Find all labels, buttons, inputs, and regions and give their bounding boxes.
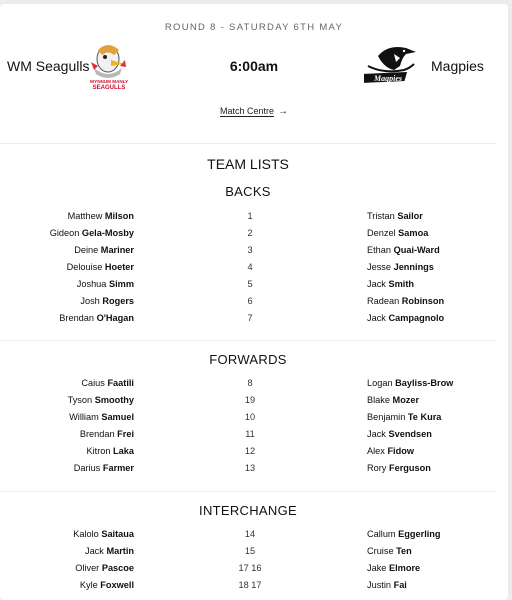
away-team-name[interactable]: Magpies: [431, 58, 484, 74]
player-row: [0, 245, 508, 262]
home-player[interactable]: [81, 378, 134, 388]
away-player-last-name: Ferguson: [388, 463, 431, 473]
away-player[interactable]: [367, 429, 432, 439]
home-player[interactable]: [80, 296, 134, 306]
away-player-last-name: Campagnolo: [388, 313, 445, 323]
away-player-first-name: Rory: [367, 463, 387, 473]
player-row: [0, 378, 508, 395]
home-player[interactable]: [68, 211, 134, 221]
home-player-last-name: Rogers: [102, 296, 134, 306]
home-player-last-name: O'Hagan: [96, 313, 134, 323]
away-player-first-name: Callum: [367, 529, 396, 539]
home-player-first-name: Gideon: [49, 228, 80, 238]
player-row: [0, 395, 508, 412]
jersey-number: 14: [244, 529, 256, 539]
section-title: BACKS: [225, 184, 271, 199]
home-player[interactable]: [68, 395, 134, 405]
home-player[interactable]: [59, 313, 134, 323]
away-player-first-name: Jake: [367, 563, 387, 573]
home-player-first-name: Joshua: [76, 279, 107, 289]
home-player-first-name: Kitron: [86, 446, 111, 456]
away-player-first-name: Ethan: [367, 245, 392, 255]
jersey-number: 2: [247, 228, 253, 238]
home-player[interactable]: [77, 279, 134, 289]
seagulls-logo-text-bottom: SEAGULLS: [92, 85, 126, 90]
home-player[interactable]: [86, 446, 134, 456]
away-player-last-name: Bayliss-Brow: [395, 378, 454, 388]
jersey-number: 11: [245, 429, 255, 439]
home-player-first-name: Darius: [73, 463, 101, 473]
home-player-first-name: Jack: [84, 546, 104, 556]
away-player[interactable]: [367, 446, 414, 456]
away-player[interactable]: [367, 279, 414, 289]
team-lists-title: TEAM LISTS: [207, 156, 289, 172]
home-player-last-name: Hoeter: [104, 262, 134, 272]
away-player-last-name: Svendsen: [388, 429, 432, 439]
home-player-last-name: Foxwell: [100, 580, 134, 590]
jersey-number: 17 16: [238, 563, 262, 573]
jersey-number: 18 17: [238, 580, 262, 590]
home-player-first-name: Tyson: [67, 395, 93, 405]
away-player-first-name: Benjamin: [367, 412, 406, 422]
away-player-last-name: Eggerling: [398, 529, 441, 539]
home-player-last-name: Faatili: [107, 378, 134, 388]
away-player-last-name: Fidow: [387, 446, 414, 456]
away-player[interactable]: [367, 313, 444, 323]
jersey-number: 3: [247, 245, 253, 255]
home-player-last-name: Simm: [108, 279, 134, 289]
section-title: INTERCHANGE: [199, 503, 297, 518]
away-player-last-name: Fai: [393, 580, 407, 590]
player-row: [0, 446, 508, 463]
away-player[interactable]: [367, 378, 453, 388]
home-player-first-name: Brendan: [59, 313, 95, 323]
home-player[interactable]: [67, 262, 134, 272]
away-player[interactable]: [367, 580, 407, 590]
home-player[interactable]: [80, 580, 134, 590]
away-player-first-name: Radean: [367, 296, 400, 306]
jersey-number: 4: [247, 262, 253, 272]
magpies-logo-icon[interactable]: [364, 44, 418, 86]
match-centre-link[interactable]: [0, 106, 508, 117]
away-player[interactable]: [367, 412, 441, 422]
player-row: [0, 529, 508, 546]
home-player[interactable]: [74, 245, 134, 255]
jersey-number: 8: [247, 378, 253, 388]
away-player-first-name: Jack: [367, 279, 386, 289]
home-player[interactable]: [50, 228, 134, 238]
away-player[interactable]: [367, 228, 428, 238]
arrow-right-icon: →: [278, 106, 289, 117]
home-player-first-name: Oliver: [75, 563, 100, 573]
jersey-number: 1: [247, 211, 253, 221]
home-player-last-name: Laka: [113, 446, 134, 456]
home-player[interactable]: [74, 463, 134, 473]
home-player-last-name: Saitaua: [101, 529, 134, 539]
home-player-last-name: Smoothy: [94, 395, 134, 405]
away-player[interactable]: [367, 395, 419, 405]
away-player-first-name: Logan: [367, 378, 393, 388]
player-row: [0, 211, 508, 228]
home-player-last-name: Martin: [106, 546, 134, 556]
away-player[interactable]: [367, 529, 441, 539]
player-row: [0, 580, 508, 597]
home-player-last-name: Samuel: [101, 412, 134, 422]
home-player-first-name: Matthew: [67, 211, 103, 221]
home-player-last-name: Mariner: [100, 245, 134, 255]
away-player-last-name: Samoa: [398, 228, 429, 238]
jersey-number: 15: [244, 546, 256, 556]
player-row: [0, 563, 508, 580]
home-player-last-name: Milson: [104, 211, 134, 221]
home-player[interactable]: [69, 412, 134, 422]
away-player[interactable]: [367, 245, 440, 255]
home-player-first-name: Deine: [74, 245, 99, 255]
kickoff-time: 6:00am: [229, 58, 279, 74]
player-row: [0, 313, 508, 330]
home-player-first-name: Kyle: [79, 580, 98, 590]
jersey-number: 13: [244, 463, 256, 473]
jersey-number: 6: [247, 296, 253, 306]
magpies-logo-text: Magpies: [374, 74, 402, 83]
away-player-first-name: Justin: [367, 580, 392, 590]
away-player-last-name: Ten: [396, 546, 412, 556]
home-player-first-name: Delouise: [66, 262, 103, 272]
away-player-first-name: Alex: [367, 446, 385, 456]
player-row: [0, 262, 508, 279]
away-player[interactable]: [367, 262, 434, 272]
away-player-first-name: Cruise: [367, 546, 394, 556]
divider: [0, 340, 496, 341]
away-player-last-name: Jennings: [393, 262, 434, 272]
home-player-first-name: Kalolo: [73, 529, 99, 539]
player-row: [0, 429, 508, 446]
section-title: FORWARDS: [209, 352, 287, 367]
away-player[interactable]: [367, 546, 412, 556]
player-row: [0, 296, 508, 313]
away-player[interactable]: [367, 563, 420, 573]
divider: [0, 491, 496, 492]
seagulls-logo-text-top: WYNNUM MANLY: [89, 79, 129, 84]
away-player-first-name: Jack: [367, 313, 386, 323]
away-player-first-name: Tristan: [367, 211, 395, 221]
jersey-number: 10: [244, 412, 256, 422]
match-centre-label[interactable]: Match Centre: [219, 106, 275, 116]
home-player-last-name: Gela-Mosby: [81, 228, 134, 238]
away-player[interactable]: [367, 211, 423, 221]
player-row: [0, 463, 508, 480]
round-info: ROUND 8 - SATURDAY 6TH MAY: [164, 22, 344, 33]
away-player-last-name: Robinson: [401, 296, 445, 306]
home-player[interactable]: [85, 546, 134, 556]
away-player-last-name: Quai-Ward: [393, 245, 440, 255]
away-player-first-name: Jack: [367, 429, 386, 439]
divider: [0, 143, 496, 144]
player-row: [0, 412, 508, 429]
home-player[interactable]: [80, 429, 134, 439]
jersey-number: 19: [244, 395, 256, 405]
home-player-last-name: Pascoe: [101, 563, 134, 573]
home-team-name[interactable]: WM Seagulls: [7, 58, 90, 74]
match-card: [0, 4, 508, 600]
away-player-last-name: Elmore: [388, 563, 421, 573]
away-player-last-name: Te Kura: [407, 412, 442, 422]
player-row: [0, 279, 508, 296]
home-player-last-name: Farmer: [102, 463, 134, 473]
away-player[interactable]: [367, 296, 444, 306]
away-player-last-name: Sailor: [397, 211, 423, 221]
home-player-first-name: Brendan: [79, 429, 115, 439]
away-player-last-name: Mozer: [392, 395, 420, 405]
jersey-number: 12: [244, 446, 256, 456]
home-player-last-name: Frei: [117, 429, 134, 439]
jersey-number: 5: [247, 279, 253, 289]
player-row: [0, 546, 508, 563]
home-player[interactable]: [75, 563, 134, 573]
home-player-first-name: Caius: [81, 378, 105, 388]
player-row: [0, 228, 508, 245]
away-player-first-name: Denzel: [367, 228, 396, 238]
away-player[interactable]: [367, 463, 431, 473]
home-player-first-name: Josh: [80, 296, 100, 306]
home-player[interactable]: [73, 529, 134, 539]
home-player-first-name: William: [69, 412, 99, 422]
away-player-last-name: Smith: [388, 279, 414, 289]
jersey-number: 7: [247, 313, 253, 323]
away-player-first-name: Blake: [367, 395, 390, 405]
away-player-first-name: Jesse: [367, 262, 392, 272]
